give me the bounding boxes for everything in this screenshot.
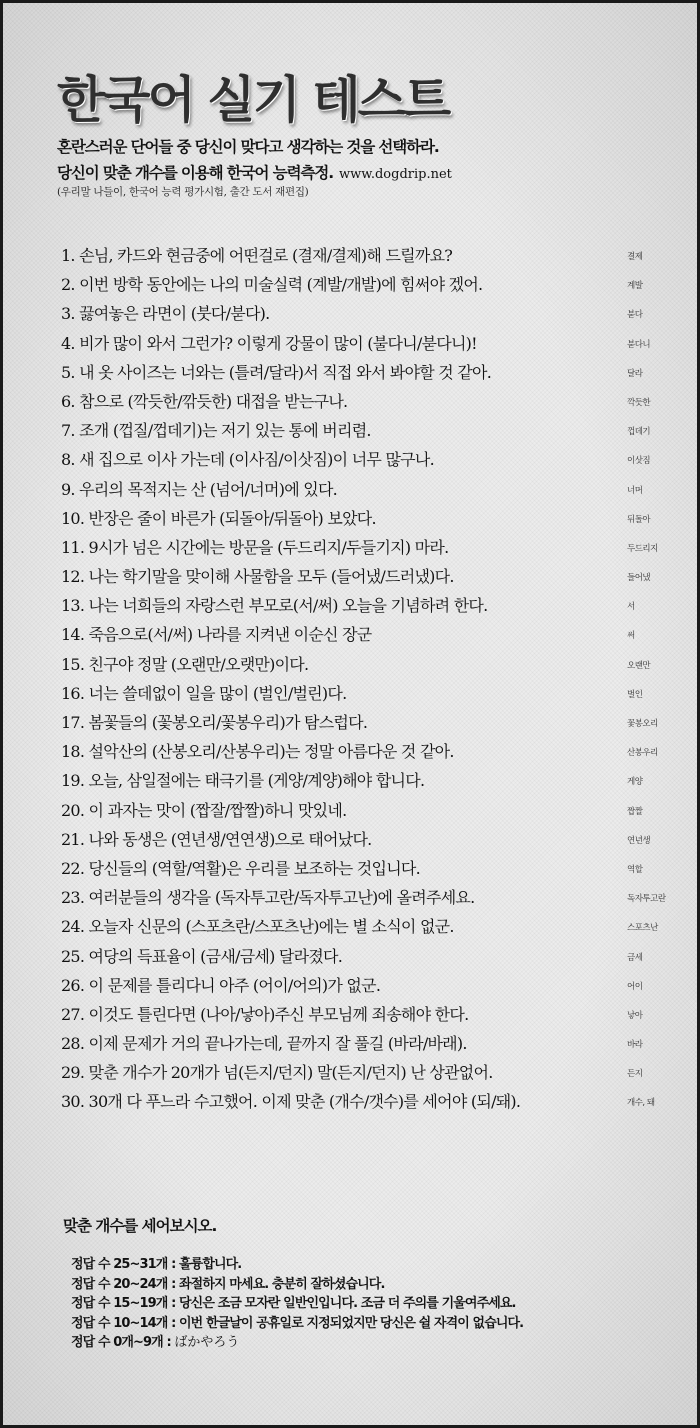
question-item	[61, 1034, 681, 1063]
question-text: 5. 내 옷 사이즈는 너와는 (틀려/달라)서 직접 와서 봐야할 것 같아.	[61, 362, 492, 382]
question-text: 3. 끓여놓은 라면이 (붓다/붇다).	[61, 304, 270, 324]
question-text: 29. 맞춘 개수가 20개가 넘(든지/던지) 말(든지/던지) 난 상관없어.	[61, 1063, 493, 1083]
score-message: 당신은 조금 모자란 일반인입니다. 조금 더 주의를 기울여주세요.	[179, 1296, 516, 1312]
question-item	[61, 480, 681, 509]
question-item	[61, 246, 681, 275]
question-item	[61, 771, 681, 800]
answer-key: 달라	[627, 368, 643, 379]
question-item	[61, 1092, 681, 1121]
scoring-title: 맞춘 개수를 세어보시오.	[63, 1217, 217, 1235]
score-row	[71, 1253, 523, 1273]
question-text: 25. 여당의 득표율이 (금새/금세) 달라졌다.	[61, 946, 343, 966]
question-item	[61, 888, 681, 917]
question-item	[61, 1005, 681, 1034]
question-item	[61, 859, 681, 888]
answer-key: 오랜만	[627, 660, 651, 671]
instruction-text-2	[57, 161, 452, 183]
score-row	[71, 1273, 523, 1293]
answer-key: 뒤돌아	[627, 514, 651, 525]
answer-key: 벌인	[627, 689, 643, 700]
question-item	[61, 684, 681, 713]
question-text: 11. 9시가 넘은 시간에는 방문을 (두드리지/두들기지) 마라.	[61, 537, 449, 557]
score-message: 훌륭합니다.	[179, 1257, 242, 1272]
answer-key: 짭짤	[627, 806, 643, 817]
question-item	[61, 450, 681, 479]
question-text: 20. 이 과자는 맛이 (짭잘/짭짤)하니 맛있네.	[61, 800, 347, 820]
question-item	[61, 917, 681, 946]
question-text: 30. 30개 다 푸느라 수고했어. 이제 맞춘 (개수/갯수)를 세어야 (되/돼).	[61, 1092, 521, 1112]
answer-key: 서	[627, 602, 635, 613]
question-text: 27. 이것도 틀린다면 (나아/낳아)주신 부모님께 죄송해야 한다.	[61, 1004, 469, 1024]
score-row	[71, 1331, 523, 1351]
source-url: www.dogdrip.net	[339, 167, 452, 182]
answer-key: 낳아	[627, 1010, 643, 1021]
question-item	[61, 830, 681, 859]
answer-key: 연년생	[627, 835, 651, 846]
answer-key: 어이	[627, 981, 643, 992]
question-item	[61, 304, 681, 333]
question-item	[61, 655, 681, 684]
question-text: 4. 비가 많이 와서 그런가? 이렇게 강물이 많이 (불다니/붇다니)!	[61, 333, 477, 353]
question-text: 23. 여러분들의 생각을 (독자투고란/독자투고난)에 올려주세요.	[61, 888, 475, 908]
answer-key: 이삿짐	[627, 456, 651, 467]
question-text: 28. 이제 문제가 거의 끝나가는데, 끝까지 잘 풀길 (바라/바래).	[61, 1034, 467, 1054]
answer-key: 꽃봉오리	[627, 719, 658, 729]
question-item	[61, 509, 681, 538]
question-item	[61, 976, 681, 1005]
page-title: 한국어 실기 테스트	[57, 71, 449, 129]
answer-key: 바라	[627, 1040, 643, 1051]
answer-key: 너머	[627, 485, 643, 496]
instruction-text-2-main: 당신이 맞춘 개수를 이용해 한국어 능력측정.	[57, 164, 333, 182]
question-text: 9. 우리의 목적지는 산 (넘어/너머)에 있다.	[61, 479, 337, 499]
answer-key: 계발	[627, 281, 643, 292]
score-range: 정답 수 20~24개 :	[71, 1276, 180, 1292]
question-list	[61, 246, 681, 1122]
answer-key: 든지	[627, 1069, 643, 1080]
question-item	[61, 801, 681, 830]
question-item	[61, 538, 681, 567]
scoring-list	[71, 1253, 523, 1351]
source-note: (우리말 나들이, 한국어 능력 평가시험, 출간 도서 재편집)	[57, 186, 309, 198]
question-item	[61, 742, 681, 771]
question-item	[61, 392, 681, 421]
question-item	[61, 596, 681, 625]
score-message: 이번 한글날이 공휴일로 지정되었지만 당신은 쉴 자격이 없습니다.	[179, 1315, 524, 1331]
instruction-text: 혼란스러운 단어들 중 당신이 맞다고 생각하는 것을 선택하라.	[57, 138, 439, 156]
score-range: 정답 수 10~14개 :	[71, 1315, 180, 1331]
question-item	[61, 275, 681, 304]
score-row	[71, 1292, 523, 1312]
question-text: 15. 친구야 정말 (오랜만/오랫만)이다.	[61, 654, 309, 674]
answer-key: 껍데기	[627, 427, 651, 438]
answer-key: 역할	[627, 864, 643, 875]
answer-key: 결제	[627, 252, 643, 262]
question-text: 8. 새 집으로 이사 가는데 (이사짐/이삿짐)이 너무 많구나.	[61, 450, 434, 470]
question-text: 17. 봄꽃들의 (꽃봉오리/꽃봉우리)가 탐스럽다.	[61, 713, 368, 732]
question-text: 12. 나는 학기말을 맞이해 사물함을 모두 (들어냈/드러냈)다.	[61, 567, 454, 587]
question-text: 7. 조개 (껍질/껍데기)는 저기 있는 통에 버리렴.	[61, 421, 371, 441]
question-item	[61, 567, 681, 596]
answer-key: 게양	[627, 777, 643, 788]
answer-key: 두드리지	[627, 543, 658, 554]
answer-key: 산봉우리	[627, 748, 658, 759]
test-sheet	[3, 3, 697, 1425]
score-message: ばかやろう	[174, 1335, 240, 1351]
question-item	[61, 947, 681, 976]
answer-key: 붇다	[627, 310, 643, 321]
answer-key: 깍듯한	[627, 397, 651, 408]
question-item	[61, 625, 681, 654]
answer-key: 개수, 돼	[627, 1098, 655, 1109]
question-item	[61, 334, 681, 363]
answer-key: 금세	[627, 952, 643, 963]
question-text: 24. 오늘자 신문의 (스포츠란/스포츠난)에는 별 소식이 없군.	[61, 917, 454, 937]
answer-key: 들어냈	[627, 573, 651, 584]
score-message: 좌절하지 마세요. 충분히 잘하셨습니다.	[179, 1276, 385, 1292]
question-text: 26. 이 문제를 틀리다니 아주 (어이/어의)가 없군.	[61, 975, 381, 995]
question-item	[61, 1063, 681, 1092]
question-item	[61, 363, 681, 392]
question-text: 1. 손님, 카드와 현금중에 어떤걸로 (결재/결제)해 드릴까요?	[61, 246, 453, 265]
question-text: 21. 나와 동생은 (연년생/연연생)으로 태어났다.	[61, 829, 372, 849]
question-text: 18. 설악산의 (산봉오리/산봉우리)는 정말 아름다운 것 같아.	[61, 742, 454, 762]
question-text: 16. 너는 쓸데없이 일을 많이 (벌인/벌린)다.	[61, 683, 347, 703]
score-range: 정답 수 25~31개 :	[71, 1257, 180, 1272]
question-text: 6. 참으로 (깍듯한/깎듯한) 대접을 받는구나.	[61, 391, 348, 411]
question-text: 13. 나는 너희들의 자랑스런 부모로(서/써) 오늘을 기념하려 한다.	[61, 596, 488, 616]
answer-key: 붇다니	[627, 339, 651, 350]
answer-key: 써	[627, 631, 635, 642]
score-range: 정답 수 0개~9개 :	[71, 1335, 175, 1351]
question-item	[61, 713, 681, 742]
question-text: 10. 반장은 줄이 바른가 (되돌아/뒤돌아) 보았다.	[61, 508, 376, 528]
question-item	[61, 421, 681, 450]
score-range: 정답 수 15~19개 :	[71, 1296, 180, 1312]
answer-key: 스포츠난	[627, 923, 658, 934]
question-text: 22. 당신들의 (역할/역활)은 우리를 보조하는 것입니다.	[61, 858, 420, 878]
question-text: 19. 오늘, 삼일절에는 태극기를 (게양/계양)해야 합니다.	[61, 771, 425, 791]
answer-key: 독자투고란	[627, 894, 666, 905]
question-text: 14. 죽음으로(서/써) 나라를 지켜낸 이순신 장군	[61, 625, 372, 645]
question-text: 2. 이번 방학 동안에는 나의 미술실력 (계발/개발)에 힘써야 겠어.	[61, 275, 483, 295]
score-row	[71, 1312, 523, 1332]
